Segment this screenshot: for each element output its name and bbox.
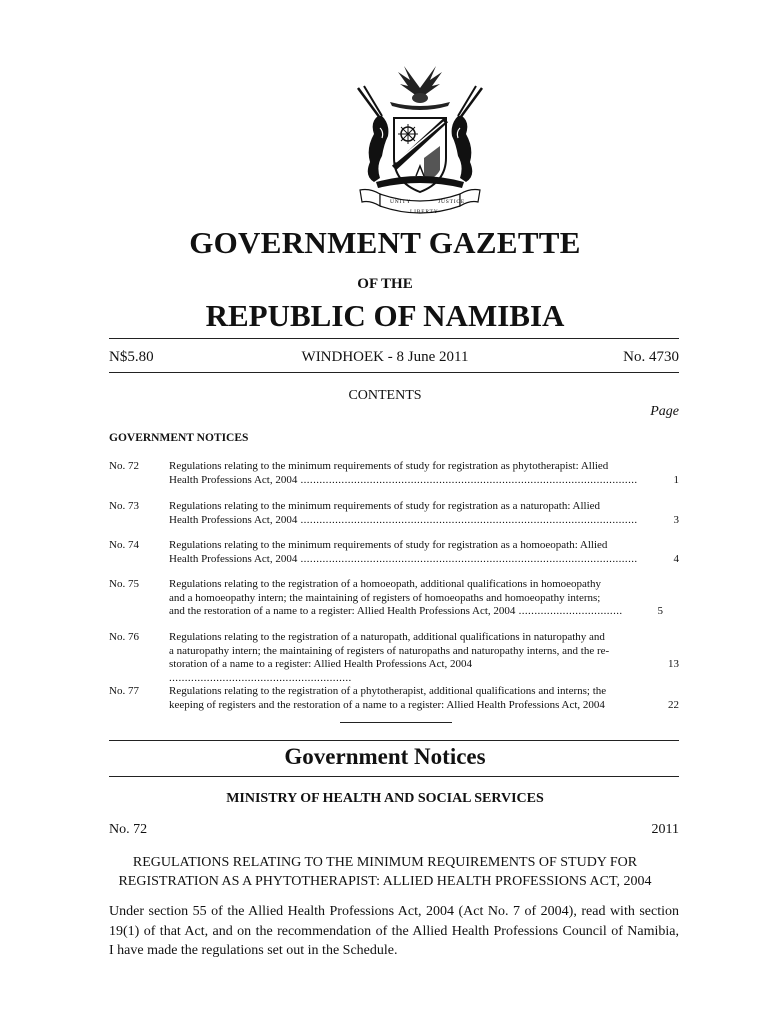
issue-place-date: WINDHOEK - 8 June 2011 [301, 349, 469, 365]
toc-item[interactable] [109, 460, 679, 487]
ribbon-liberty: LIBERTY [410, 209, 439, 215]
notices-rule-top [109, 740, 679, 741]
toc-item-number: No. 75 [109, 578, 139, 590]
issue-price: N$5.80 [109, 349, 154, 365]
ministry-heading: MINISTRY OF HEALTH AND SOCIAL SERVICES [226, 791, 544, 806]
toc-item[interactable] [109, 500, 679, 527]
toc-item-number: No. 72 [109, 460, 139, 472]
toc-item-description: Regulations relating to the minimum requirements of study for registration as a naturopath: Allied Health Professions Act, 2004 ........................................................................................................... [169, 500, 638, 526]
issue-number: No. 4730 [623, 349, 679, 365]
ribbon-unity: UNITY [390, 199, 412, 205]
toc-item-number: No. 77 [109, 685, 139, 697]
contents-section-heading: GOVERNMENT NOTICES [109, 432, 249, 444]
coat-of-arms-emblem [340, 58, 500, 218]
toc-item-description: Regulations relating to the minimum requirements of study for registration as phytotherapist: Allied Health Professions Act, 2004 ........................................................................................................... [169, 460, 638, 486]
gazette-title: GOVERNMENT GAZETTE [189, 225, 581, 260]
toc-item-number: No. 76 [109, 631, 139, 643]
notices-heading: Government Notices [284, 744, 486, 769]
page-column-label: Page [650, 404, 679, 419]
regulation-title: REGULATIONS RELATING TO THE MINIMUM REQUIREMENTS OF STUDY FOR REGISTRATION AS A PHYTOTHERAPIST: ALLIED HEALTH PROFESSIONS ACT, 2004 [118, 855, 652, 889]
toc-item-description: Regulations relating to the registration of a naturopath, additional qualifications in naturopathy and a naturopathy intern; the maintaining of registers of naturopaths and naturopathy interns, and the re- storation of a name to a register: Allied Health Professions Act, 2004 .......................................................... [169, 631, 610, 684]
contents-end-rule [340, 722, 452, 723]
notice-number: No. 72 [109, 822, 148, 837]
toc-item[interactable] [109, 578, 679, 618]
contents-heading: CONTENTS [348, 388, 422, 403]
toc-item-page: 22 [668, 698, 679, 711]
toc-item-page: 13 [668, 657, 679, 670]
notices-rule-bottom [109, 776, 679, 777]
notice-year: 2011 [651, 822, 679, 837]
masthead-rule-top [109, 338, 679, 339]
toc-item-description: Regulations relating to the minimum requirements of study for registration as a homoeopath: Allied Health Professions Act, 2004 ........................................................................................................... [169, 539, 638, 565]
country-title: REPUBLIC OF NAMIBIA [205, 298, 565, 333]
toc-item-number: No. 73 [109, 500, 139, 512]
toc-item-page: 3 [673, 513, 679, 526]
ribbon-justice: JUSTICE [438, 199, 465, 205]
toc-item-page: 5 [657, 604, 663, 617]
toc-item-description: Regulations relating to the registration of a homoeopath, additional qualifications in homoeopathy and a homoeopathy intern; the maintaining of registers of homoeopaths and homoeopathy interns; and the restoration of a name to a register: Allied Health Professions Act, 2004 ................................. [169, 578, 623, 617]
toc-item-page: 1 [673, 473, 679, 486]
masthead-rule-bottom [109, 372, 679, 373]
toc-item[interactable] [109, 539, 679, 566]
regulation-body: Under section 55 of the Allied Health Professions Act, 2004 (Act No. 7 of 2004), read with section 19(1) of that Act, and on the recommendation of the Allied Health Professions Council of Namibia, I have made the regulations set out in the Schedule. [109, 904, 679, 958]
toc-item-description: Regulations relating to the registration of a phytotherapist, additional qualifications and interns; the keeping of registers and the restoration of a name to a register: Allied Health Professions Act, 2004 [169, 685, 607, 711]
toc-item-page: 4 [673, 552, 679, 565]
toc-item[interactable] [109, 685, 679, 712]
toc-item[interactable] [109, 631, 679, 684]
toc-item-number: No. 74 [109, 539, 139, 551]
gazette-subtitle: OF THE [357, 276, 413, 292]
